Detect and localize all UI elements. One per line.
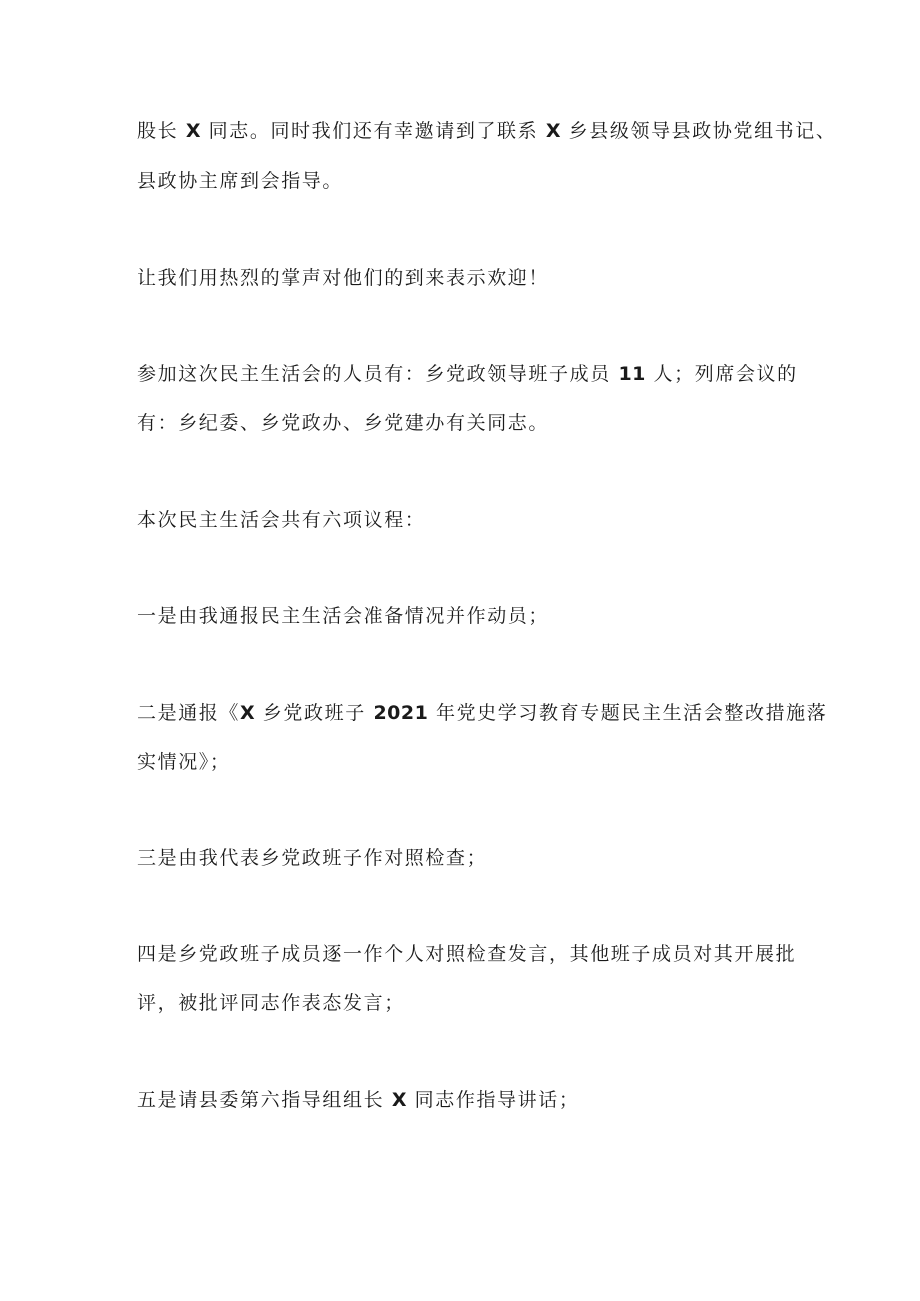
text-run: 五是请县委第六指导组组长 — [137, 1089, 392, 1111]
paragraph-6-line-2 — [137, 749, 817, 775]
text-run: 年党史学习教育专题民主生活会整改措施落 — [428, 702, 828, 724]
text-run: 参加这次民主生活会的人员有：乡党政领导班子成员 — [137, 363, 619, 385]
text-run: 有：乡纪委、乡党政办、乡党建办有关同志。 — [137, 412, 550, 434]
text-run: 乡县级领导县政协党组书记、 — [561, 120, 837, 142]
text-run: 二是通报《 — [137, 702, 241, 724]
text-run-bold: X — [240, 702, 256, 724]
paragraph-3-line-2 — [137, 410, 817, 436]
text-run: 四是乡党政班子成员逐一作个人对照检查发言，其他班子成员对其开展批 — [137, 943, 797, 965]
text-run: 股长 — [137, 120, 186, 142]
text-run-bold: X — [185, 120, 201, 142]
paragraph-8-line-1 — [137, 941, 817, 967]
text-run-bold: X — [545, 120, 562, 142]
paragraph-8-line-2 — [137, 990, 817, 1016]
text-run: 让我们用热烈的掌声对他们的到来表示欢迎！ — [137, 267, 550, 289]
text-run: 县政协主席到会指导。 — [137, 170, 344, 192]
text-run: 本次民主生活会共有六项议程： — [137, 509, 426, 531]
paragraph-9-line-1 — [137, 1087, 817, 1113]
text-run: 同志。同时我们还有幸邀请到了联系 — [201, 120, 546, 142]
text-run-bold: 11 — [618, 363, 646, 385]
text-run: 评，被批评同志作表态发言； — [137, 992, 405, 1014]
paragraph-2-line-1 — [137, 265, 817, 291]
text-run-bold: 2021 — [373, 702, 429, 724]
paragraph-3-line-1 — [137, 361, 817, 387]
paragraph-1-line-1 — [137, 118, 837, 144]
text-run: 同志作指导讲话； — [407, 1089, 580, 1111]
paragraph-4-line-1 — [137, 507, 817, 533]
text-run: 人；列席会议的 — [645, 363, 798, 385]
text-run: 乡党政班子 — [255, 702, 374, 724]
paragraph-1-line-2 — [137, 168, 817, 194]
text-run: 一是由我通报民主生活会准备情况并作动员； — [137, 605, 550, 627]
text-run: 实情况》； — [137, 751, 231, 773]
paragraph-7-line-1 — [137, 845, 817, 871]
paragraph-5-line-1 — [137, 603, 817, 629]
text-run-bold: X — [391, 1089, 407, 1111]
text-run: 三是由我代表乡党政班子作对照检查； — [137, 847, 488, 869]
paragraph-6-line-1 — [137, 700, 828, 726]
